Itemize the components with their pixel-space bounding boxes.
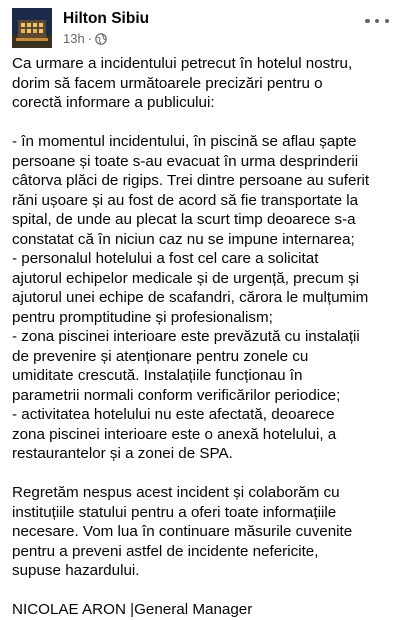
- post-text-line: spital, de unde au plecat la scurt timp deoarece s-a: [12, 211, 356, 228]
- post-text-line: Regretăm nespus acest incident și colaborăm cu: [12, 484, 340, 501]
- post-text: [12, 54, 400, 620]
- meta-separator: ·: [87, 31, 93, 46]
- post-text-line: pentru a preveni astfel de incidente nefericite,: [12, 542, 319, 560]
- post-text-line: constatat că în niciun caz nu se impune internarea;: [12, 230, 355, 248]
- post-text-line: pentru promptitudine și profesionalism;: [12, 308, 273, 326]
- page-avatar[interactable]: [12, 8, 52, 48]
- post-meta: [63, 31, 107, 46]
- hotel-logo-icon: [12, 8, 52, 48]
- post-text-line: necesare. Vom lua în continuare măsurile cuvenite: [12, 523, 353, 540]
- post-text-line: - personalul hotelului a fost cel care a solicitat: [12, 250, 319, 267]
- post-text-line: Ca urmare a incidentului petrecut în hotelul nostru,: [12, 55, 353, 72]
- post-text-line: ajutorul unei echipe de scafandri, cărora le mulțumim: [12, 289, 369, 306]
- post-text-line: răni ușoare și au fost de acord să fie transportate la: [12, 191, 359, 209]
- post-text-line: de prevenire și atenționare pentru zonele cu: [12, 347, 309, 365]
- post-text-line: parametrii normali conform verificărilor periodice;: [12, 386, 341, 404]
- page-name[interactable]: Hilton Sibiu: [63, 10, 150, 27]
- post-text-line: - zona piscinei interioare este prevăzută cu instalații: [12, 328, 360, 345]
- signature: NICOLAE ARON |General Manager: [12, 601, 253, 618]
- post-text-line: corectă informare a publicului:: [12, 94, 215, 111]
- post-text-line: câtorva plăci de rigips. Trei dintre persoane au suferit: [12, 172, 370, 189]
- post-text-line: persoane și toate s-au evacuat în urma desprinderii: [12, 152, 359, 170]
- post-time[interactable]: 13h: [63, 31, 85, 46]
- paragraph-gap: [12, 464, 400, 484]
- paragraph-gap: [12, 581, 400, 601]
- post-text-line: zona piscinei interioare este o anexă hotelului, a: [12, 425, 337, 443]
- more-horizontal-icon: [365, 19, 370, 24]
- post-text-line: dorim să facem următoarele precizări pentru o: [12, 74, 323, 92]
- post-text-line: umiditate crescută. Instalațiile funcționau în: [12, 367, 303, 384]
- globe-icon: [95, 33, 107, 45]
- paragraph-gap: [12, 113, 400, 133]
- post-text-line: supuse hazardului.: [12, 562, 140, 579]
- post-text-line: restaurantelor și a zonei de SPA.: [12, 445, 233, 462]
- post-text-line: - activitatea hotelului nu este afectată, deoarece: [12, 406, 335, 423]
- post-header: [0, 0, 403, 52]
- post-text-line: - în momentul incidentului, în piscină se aflau șapte: [12, 133, 357, 150]
- post-text-line: instituțiile statului pentru a oferi toate informațiile: [12, 503, 337, 521]
- post-text-line: ajutorul echipelor medicale și de urgență, precum și: [12, 269, 359, 287]
- more-options-button[interactable]: [365, 14, 389, 28]
